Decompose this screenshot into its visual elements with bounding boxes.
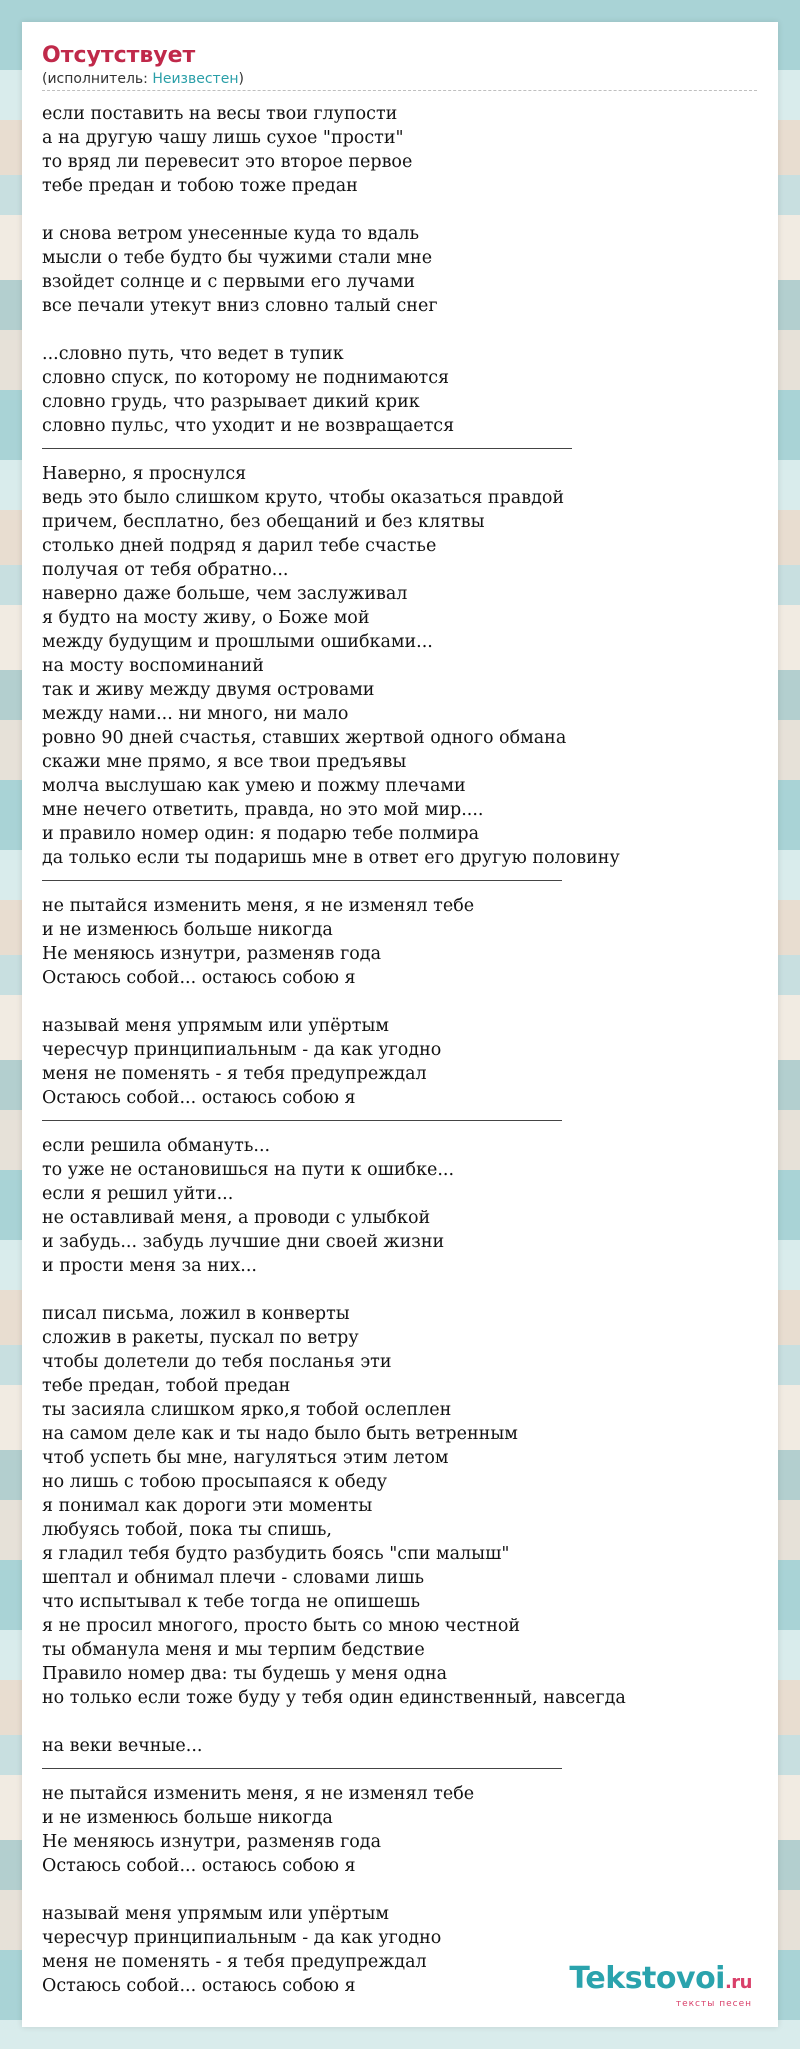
stanza-gap (42, 990, 762, 1014)
stanza-gap (42, 1278, 762, 1302)
lyric-line: чересчур принципиальным - да как угодно (42, 1040, 442, 1060)
lyric-line: на веки вечные... (42, 1736, 203, 1756)
lyric-line: меня не поменять - я тебя предупреждал (42, 1952, 427, 1972)
stanza-gap (42, 1878, 762, 1902)
lyric-line: столько дней подряд я дарил тебе счастье (42, 536, 437, 556)
lyric-line: на самом деле как и ты надо было быть ветренным (42, 1424, 518, 1444)
lyric-line: то вряд ли перевесит это второе первое (42, 152, 413, 172)
lyric-line: скажи мне прямо, я все твои предъявы (42, 752, 407, 772)
site-logo[interactable] (569, 1961, 752, 2009)
lyric-line: и правило номер один: я подарю тебе полмира (42, 824, 480, 844)
lyric-line: тебе предан, тобой предан (42, 1376, 291, 1396)
lyric-line: взойдет солнце и с первыми его лучами (42, 272, 416, 292)
lyric-line: и не изменюсь больше никогда (42, 1808, 333, 1828)
lyric-line: я не просил многого, просто быть со мною честной (42, 1616, 521, 1636)
lyric-line: не пытайся изменить меня, я не изменял тебе (42, 1784, 475, 1804)
lyric-line: и не изменюсь больше никогда (42, 920, 333, 940)
stanza-gap (42, 198, 762, 222)
lyric-line: между нами... ни много, ни мало (42, 704, 349, 724)
lyric-line: Наверно, я проснулся (42, 464, 247, 484)
lyric-line: ...словно путь, что ведет в тупик (42, 344, 344, 364)
lyric-line: если решила обмануть... (42, 1136, 271, 1156)
lyric-line: между будущим и прошлыми ошибками... (42, 632, 433, 652)
lyric-line: я будто на мосту живу, о Боже мой (42, 608, 370, 628)
lyric-line: ровно 90 дней счастья, ставших жертвой одного обмана (42, 728, 567, 748)
lyric-line: шептал и обнимал плечи - словами лишь (42, 1568, 425, 1588)
lyric-line: если я решил уйти... (42, 1184, 234, 1204)
lyric-line: и забудь... забудь лучшие дни своей жизни (42, 1232, 445, 1252)
lyric-line: молча выслушаю как умею и пожму плечами (42, 776, 466, 796)
logo-tagline: тексты песен (675, 1999, 752, 2009)
artist-suffix: ) (238, 71, 244, 87)
lyric-line: Не меняюсь изнутри, разменяв года (42, 1832, 382, 1852)
song-title: Отсутствует (42, 43, 196, 68)
lyric-line: и прости меня за них... (42, 1256, 257, 1276)
artist-line (42, 70, 757, 88)
lyric-line: на мосту воспоминаний (42, 656, 264, 676)
section-divider (42, 1120, 562, 1121)
lyric-line: Остаюсь собой... остаюсь собою я (42, 1856, 356, 1876)
lyric-line: Остаюсь собой... остаюсь собою я (42, 1976, 356, 1996)
lyric-line: если поставить на весы твои глупости (42, 104, 398, 124)
lyrics-card (22, 22, 778, 2027)
lyric-line: получая от тебя обратно... (42, 560, 289, 580)
lyric-line: чересчур принципиальным - да как угодно (42, 1928, 442, 1948)
lyric-line: я гладил тебя будто разбудить боясь "спи малыш" (42, 1544, 510, 1564)
lyric-line: Правило номер два: ты будешь у меня одна (42, 1664, 448, 1684)
lyric-line: причем, бесплатно, без обещаний и без клятвы (42, 512, 485, 532)
song-header (42, 42, 757, 91)
stanza-gap (42, 318, 762, 342)
section-divider (42, 880, 562, 881)
lyric-line: тебе предан и тобою тоже предан (42, 176, 358, 196)
lyric-line: словно пульс, что уходит и не возвращается (42, 416, 455, 436)
lyric-line: я понимал как дороги эти моменты (42, 1496, 373, 1516)
lyric-line: что испытывал к тебе тогда не опишешь (42, 1592, 421, 1612)
lyric-line: называй меня упрямым или упёртым (42, 1016, 389, 1036)
lyric-line: так и живу между двумя островами (42, 680, 375, 700)
lyric-line: не пытайся изменить меня, я не изменял тебе (42, 896, 475, 916)
lyric-line: словно грудь, что разрывает дикий крик (42, 392, 420, 412)
lyric-line: но только если тоже буду у тебя один единственный, навсегда (42, 1688, 626, 1708)
artist-link[interactable]: Неизвестен (152, 71, 239, 87)
lyric-line: но лишь с тобою просыпаяся к обеду (42, 1472, 388, 1492)
lyric-line: чтоб успеть бы мне, нагуляться этим летом (42, 1448, 449, 1468)
lyric-line: Не меняюсь изнутри, разменяв года (42, 944, 382, 964)
lyric-line: а на другую чашу лишь сухое "прости" (42, 128, 404, 148)
logo-tld: .ru (724, 1972, 752, 1993)
lyric-line: писал письма, ложил в конверты (42, 1304, 350, 1324)
lyric-line: не оставливай меня, а проводи с улыбкой (42, 1208, 431, 1228)
lyric-line: то уже не остановишься на пути к ошибке... (42, 1160, 455, 1180)
lyric-line: да только если ты подаришь мне в ответ его другую половину (42, 848, 620, 868)
lyric-line: называй меня упрямым или упёртым (42, 1904, 389, 1924)
lyric-line: мысли о тебе будто бы чужими стали мне (42, 248, 433, 268)
lyric-line: ведь это было слишком круто, чтобы оказаться правдой (42, 488, 565, 508)
logo-wordmark (569, 1961, 752, 1998)
lyric-line: чтобы долетели до тебя посланья эти (42, 1352, 392, 1372)
lyric-line: все печали утекут вниз словно талый снег (42, 296, 438, 316)
section-divider (42, 1768, 562, 1769)
lyric-line: Остаюсь собой... остаюсь собою я (42, 968, 356, 988)
lyric-line: ты обманула меня и мы терпим бедствие (42, 1640, 425, 1660)
lyric-line: мне нечего ответить, правда, но это мой мир.... (42, 800, 484, 820)
lyric-line: ты засияла слишком ярко,я тобой ослеплен (42, 1400, 452, 1420)
section-divider (42, 448, 572, 449)
lyric-line: меня не поменять - я тебя предупреждал (42, 1064, 427, 1084)
lyric-line: любуясь тобой, пока ты спишь, (42, 1520, 332, 1540)
lyric-line: словно спуск, по которому не поднимаются (42, 368, 450, 388)
lyrics-body (42, 102, 762, 1998)
lyric-line: наверно даже больше, чем заслуживал (42, 584, 408, 604)
lyric-line: Остаюсь собой... остаюсь собою я (42, 1088, 356, 1108)
artist-prefix: (исполнитель: (42, 71, 153, 87)
stanza-gap (42, 1710, 762, 1734)
logo-brand: Tekstovoi (569, 1961, 725, 1996)
lyric-line: и снова ветром унесенные куда то вдаль (42, 224, 420, 244)
lyric-line: сложив в ракеты, пускал по ветру (42, 1328, 359, 1348)
